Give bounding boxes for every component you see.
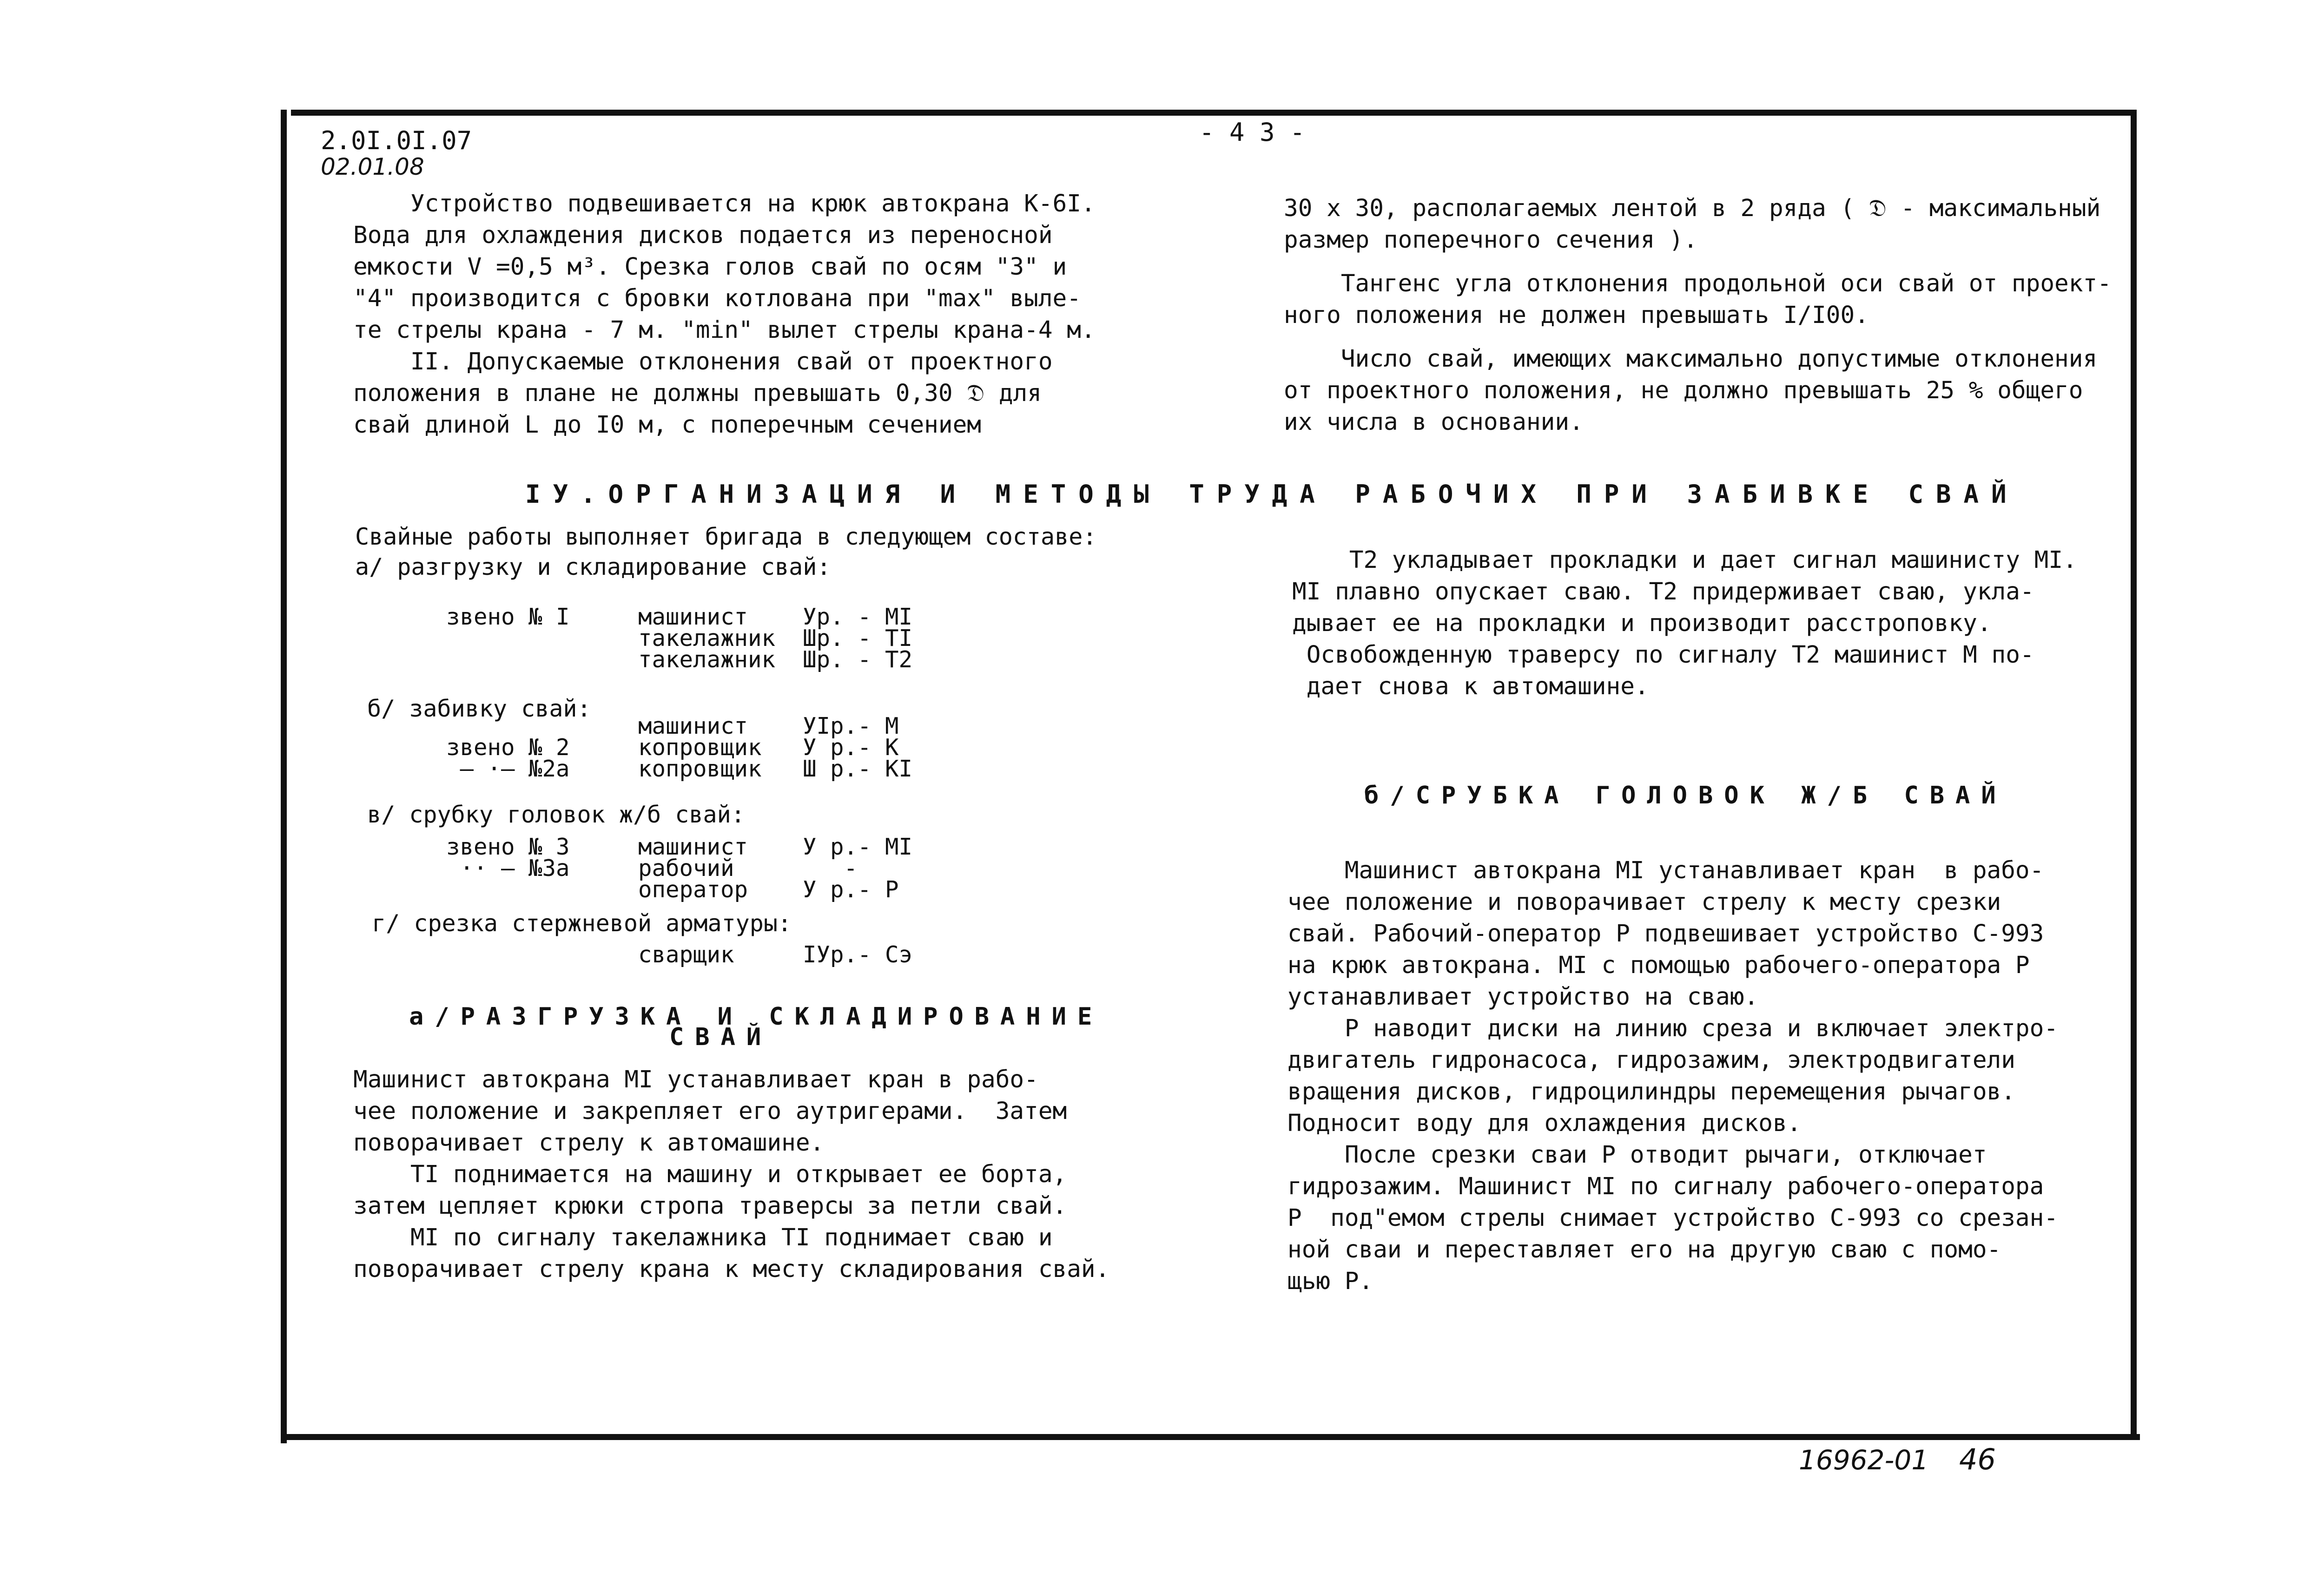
cutting-text [1287,855,2058,1297]
brigade-v-table [446,836,912,901]
frame-left-border [281,110,287,1443]
text-line: те стрелы крана - 7 м. "min" вылет стрелы крана-4 м. [353,316,1096,344]
section-title: IУ.ОРГАНИЗАЦИЯ И МЕТОДЫ ТРУДА РАБОЧИХ ПРИ ЗАБИВКЕ СВАЙ [525,480,2019,509]
brigade-b-table [446,713,913,782]
text-line: Р наводит диски на линию среза и включает электро- [1287,1015,2059,1042]
brigade-row: такелажник Шр. - Т2 [446,646,913,673]
page-number: - 4 3 - [1199,118,1305,147]
text-line: Число свай, имеющих максимально допустимые отклонения [1284,345,2098,373]
text-line: Р под"емом стрелы снимает устройство С-993 со срезан- [1287,1204,2059,1232]
text-line: свай. Рабочий-оператор Р подвешивает устройство С-993 [1287,920,2044,947]
text-line: емкости V =0,5 м³. Срезка голов свай по осям "3" и [353,253,1067,281]
brigade-v-label: в/ срубку головок ж/б свай: [367,801,745,828]
text-line: щью Р. [1287,1268,1373,1295]
text-line: поворачивает стрелу к автомашине. [353,1129,825,1157]
text-line: Освобожденную траверсу по сигналу Т2 машинист М по- [1292,641,2034,669]
text-line: Устройство подвешивается на крюк автокрана К-6I. [353,190,1096,217]
brigade-row: звено № I машинист Ур. - МI [446,604,913,630]
sheet-number: 46 [1959,1442,1996,1476]
text-line: ного положения не должен превышать I/I00. [1284,302,1869,329]
text-line: чее положение и поворачивает стрелу к месту срезки [1287,888,2001,916]
brigade-a-table [446,606,912,671]
frame-bottom-border [281,1434,2140,1440]
frame-top-border [291,110,2136,116]
t2-text [1292,545,2077,703]
text-line: размер поперечного сечения ). [1284,226,1698,254]
text-line: ной сваи и переставляет его на другую сваю с помо- [1287,1236,2001,1263]
text-line: МI плавно опускает сваю. Т2 придерживает сваю, укла- [1292,578,2034,605]
text-line: Т2 укладывает прокладки и дает сигнал машинисту МI. [1292,546,2077,574]
text-line: II. Допускаемые отклонения свай от проектного [353,348,1053,375]
text-line: После срезки сваи Р отводит рычаги, отключает [1287,1141,1987,1169]
brigade-row: машинист УIр.- М [446,713,899,739]
brigade-g-label: г/ срезка стержневой арматуры: [372,910,792,937]
brigade-row: — ·— №2а копровщик Ш р.- КI [446,756,913,782]
text-line: двигатель гидронасоса, гидрозажим, электродвигатели [1287,1046,2015,1074]
brigade-b-label: б/ забивку свай: [367,695,591,722]
text-line: Тангенс угла отклонения продольной оси свай от проект- [1284,270,2112,297]
unloading-text [353,1064,1109,1285]
left-intro-text [353,188,1096,441]
brigade-row: такелажник Шр. - ТI [446,625,913,651]
text-line: "4" производится с бровки котлована при "max" выле- [353,285,1081,312]
brigade-row: ·· — №3а рабочий - [446,855,858,882]
brigade-intro: Свайные работы выполняет бригада в следующем составе: [355,523,1097,550]
text-line: вращения дисков, гидроцилиндры перемещения рычагов. [1287,1078,2015,1105]
text-line: МI по сигналу такелажника ТI поднимает сваю и [353,1224,1053,1251]
brigade-g-table [446,941,913,968]
text-line: дает снова к автомашине. [1292,673,1649,700]
text-line: 30 х 30, располагаемых лентой в 2 ряда ( 𝔇 - максимальный [1284,195,2101,222]
text-line: поворачивает стрелу крана к месту складирования свай. [353,1256,1110,1283]
right-intro-text [1284,193,2112,438]
doc-code: 2.0I.0I.07 [321,126,472,155]
unloading-title: а/РАЗГРУЗКА И СКЛАДИРОВАНИЕ [409,1003,1103,1031]
text-line: Подносит воду для охлаждения дисков. [1287,1110,1802,1137]
brigade-row: оператор У р.- Р [446,876,899,903]
frame-right-border [2131,110,2137,1439]
text-line: устанавливает устройство на сваю. [1287,983,1759,1011]
brigade-row: сварщик IУр.- Сэ [446,941,913,968]
text-line: Вода для охлаждения дисков подается из переносной [353,222,1053,249]
brigade-row: звено № 2 копровщик У р.- К [446,734,899,761]
text-line: затем цепляет крюки стропа траверсы за петли свай. [353,1192,1067,1220]
text-line: дывает ее на прокладки и производит расстроповку. [1292,610,1992,637]
text-line: ТI поднимается на машину и открывает ее борта, [353,1161,1067,1188]
text-line: на крюк автокрана. МI с помощью рабочего-оператора Р [1287,952,2030,979]
text-line: Машинист автокрана МI устанавливает кран в рабо- [1287,857,2044,884]
brigade-row: звено № 3 машинист У р.- МI [446,834,913,860]
text-line: гидрозажим. Машинист МI по сигналу рабочего-оператора [1287,1173,2044,1200]
doc-code-handwritten: 02.01.08 [321,153,424,180]
text-line: положения в плане не должны превышать 0,30 𝔇 для [353,380,1042,407]
text-line: чее положение и закрепляет его аутригерами. Затем [353,1098,1067,1125]
brigade-a-label: а/ разгрузку и складирование свай: [355,553,831,580]
text-line: их числа в основании. [1284,408,1584,436]
unloading-title-line2: СВАЙ [669,1023,772,1051]
text-line: Машинист автокрана МI устанавливает кран в рабо- [353,1066,1038,1093]
text-line: свай длиной L до I0 м, с поперечным сечением [353,411,982,439]
text-line: от проектного положения, не должно превышать 25 % общего [1284,377,2083,404]
cutting-title: б/СРУБКА ГОЛОВОК Ж/Б СВАЙ [1364,782,2007,809]
sheet-code: 16962-01 [1799,1444,1929,1476]
